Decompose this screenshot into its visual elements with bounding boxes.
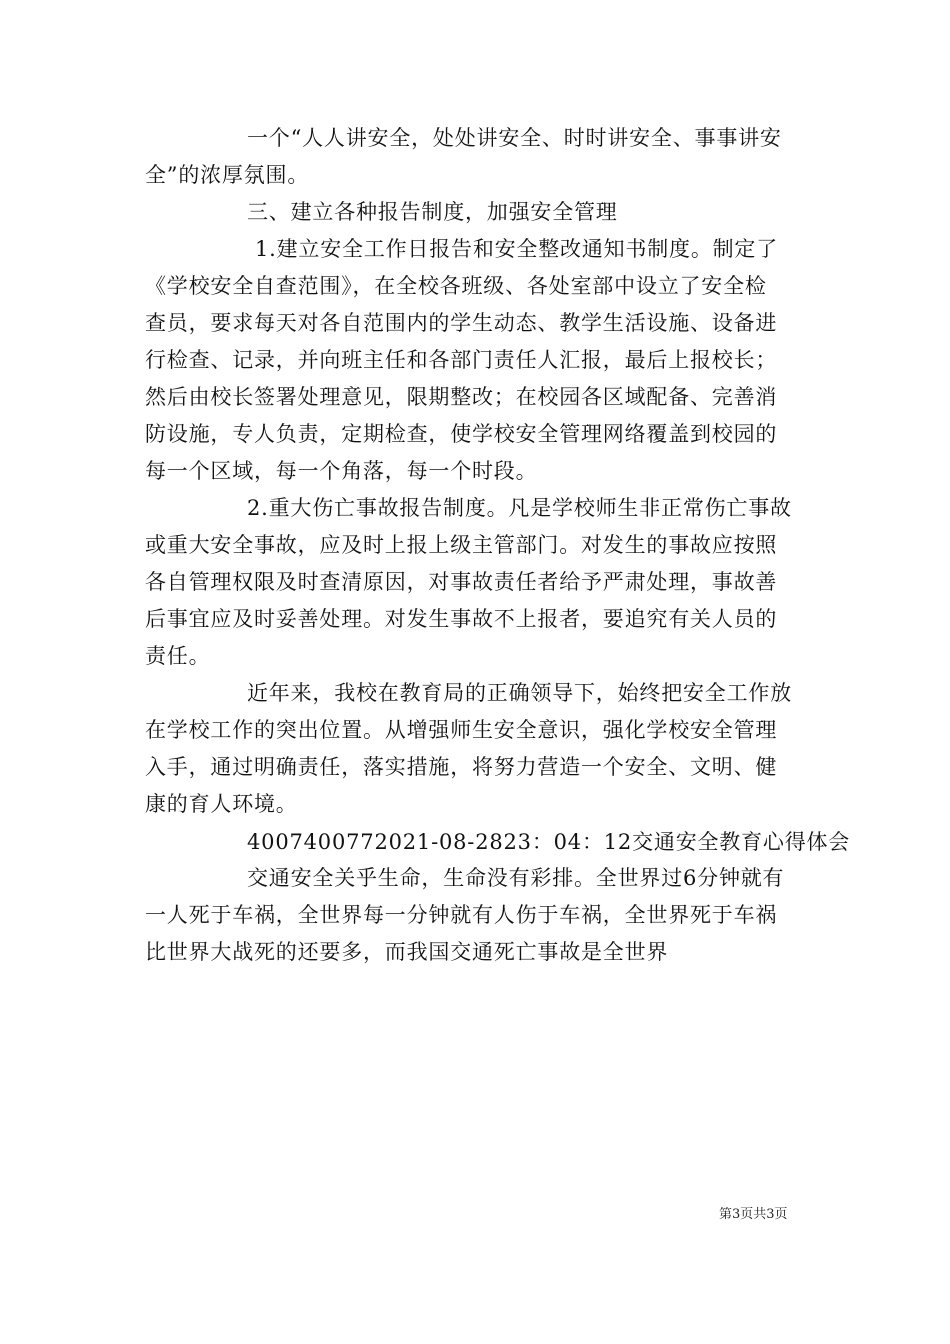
text-line: 近年来，我校在教育局的正确领导下，始终把安全工作放 (247, 681, 792, 705)
text-line: 4007400772021-08-2823：04：12交通安全教育心得体会 (247, 830, 851, 854)
text-line: 在学校工作的突出位置。从增强师生安全意识，强化学校安全管理 (145, 718, 778, 742)
text-line: 每一个区域，每一个角落，每一个时段。 (145, 459, 538, 483)
text-line: 后事宜应及时妥善处理。对发生事故不上报者，要追究有关人员的 (145, 607, 778, 631)
text-line: 2.重大伤亡事故报告制度。凡是学校师生非正常伤亡事故 (247, 496, 792, 520)
text-line: 1.建立安全工作日报告和安全整改通知书制度。制定了 (255, 237, 779, 261)
text-line: 查员，要求每天对各自范围内的学生动态、教学生活设施、设备进 (145, 311, 778, 335)
text-line: 《学校安全自查范围》，在全校各班级、各处室部中设立了安全检 (145, 274, 767, 298)
text-line: 全”的浓厚氛围。 (145, 163, 310, 187)
text-line: 一人死于车祸，全世界每一分钟就有人伤于车祸，全世界死于车祸 (145, 903, 778, 927)
text-line: 防设施，专人负责，定期检查，使学校安全管理网络覆盖到校园的 (145, 422, 778, 446)
text-line: 入手，通过明确责任，落实措施，将努力营造一个安全、文明、健 (145, 755, 778, 779)
text-line: 然后由校长签署处理意见，限期整改；在校园各区域配备、完善消 (145, 385, 778, 409)
text-line: 一个“人人讲安全，处处讲安全、时时讲安全、事事讲安 (247, 126, 782, 150)
text-line: 康的育人环境。 (145, 792, 298, 816)
text-line: 各自管理权限及时查清原因，对事故责任者给予严肃处理，事故善 (145, 570, 778, 594)
section-heading: 三、建立各种报告制度，加强安全管理 (247, 200, 618, 224)
text-line: 或重大安全事故，应及时上报上级主管部门。对发生的事故应按照 (145, 533, 778, 557)
page-number: 第3页共3页 (719, 1207, 788, 1222)
text-line: 责任。 (145, 644, 211, 668)
text-line: 行检查、记录，并向班主任和各部门责任人汇报，最后上报校长； (145, 348, 778, 372)
text-line: 交通安全关乎生命，生命没有彩排。全世界过6分钟就有 (247, 866, 785, 890)
text-line: 比世界大战死的还要多，而我国交通死亡事故是全世界 (145, 940, 669, 964)
